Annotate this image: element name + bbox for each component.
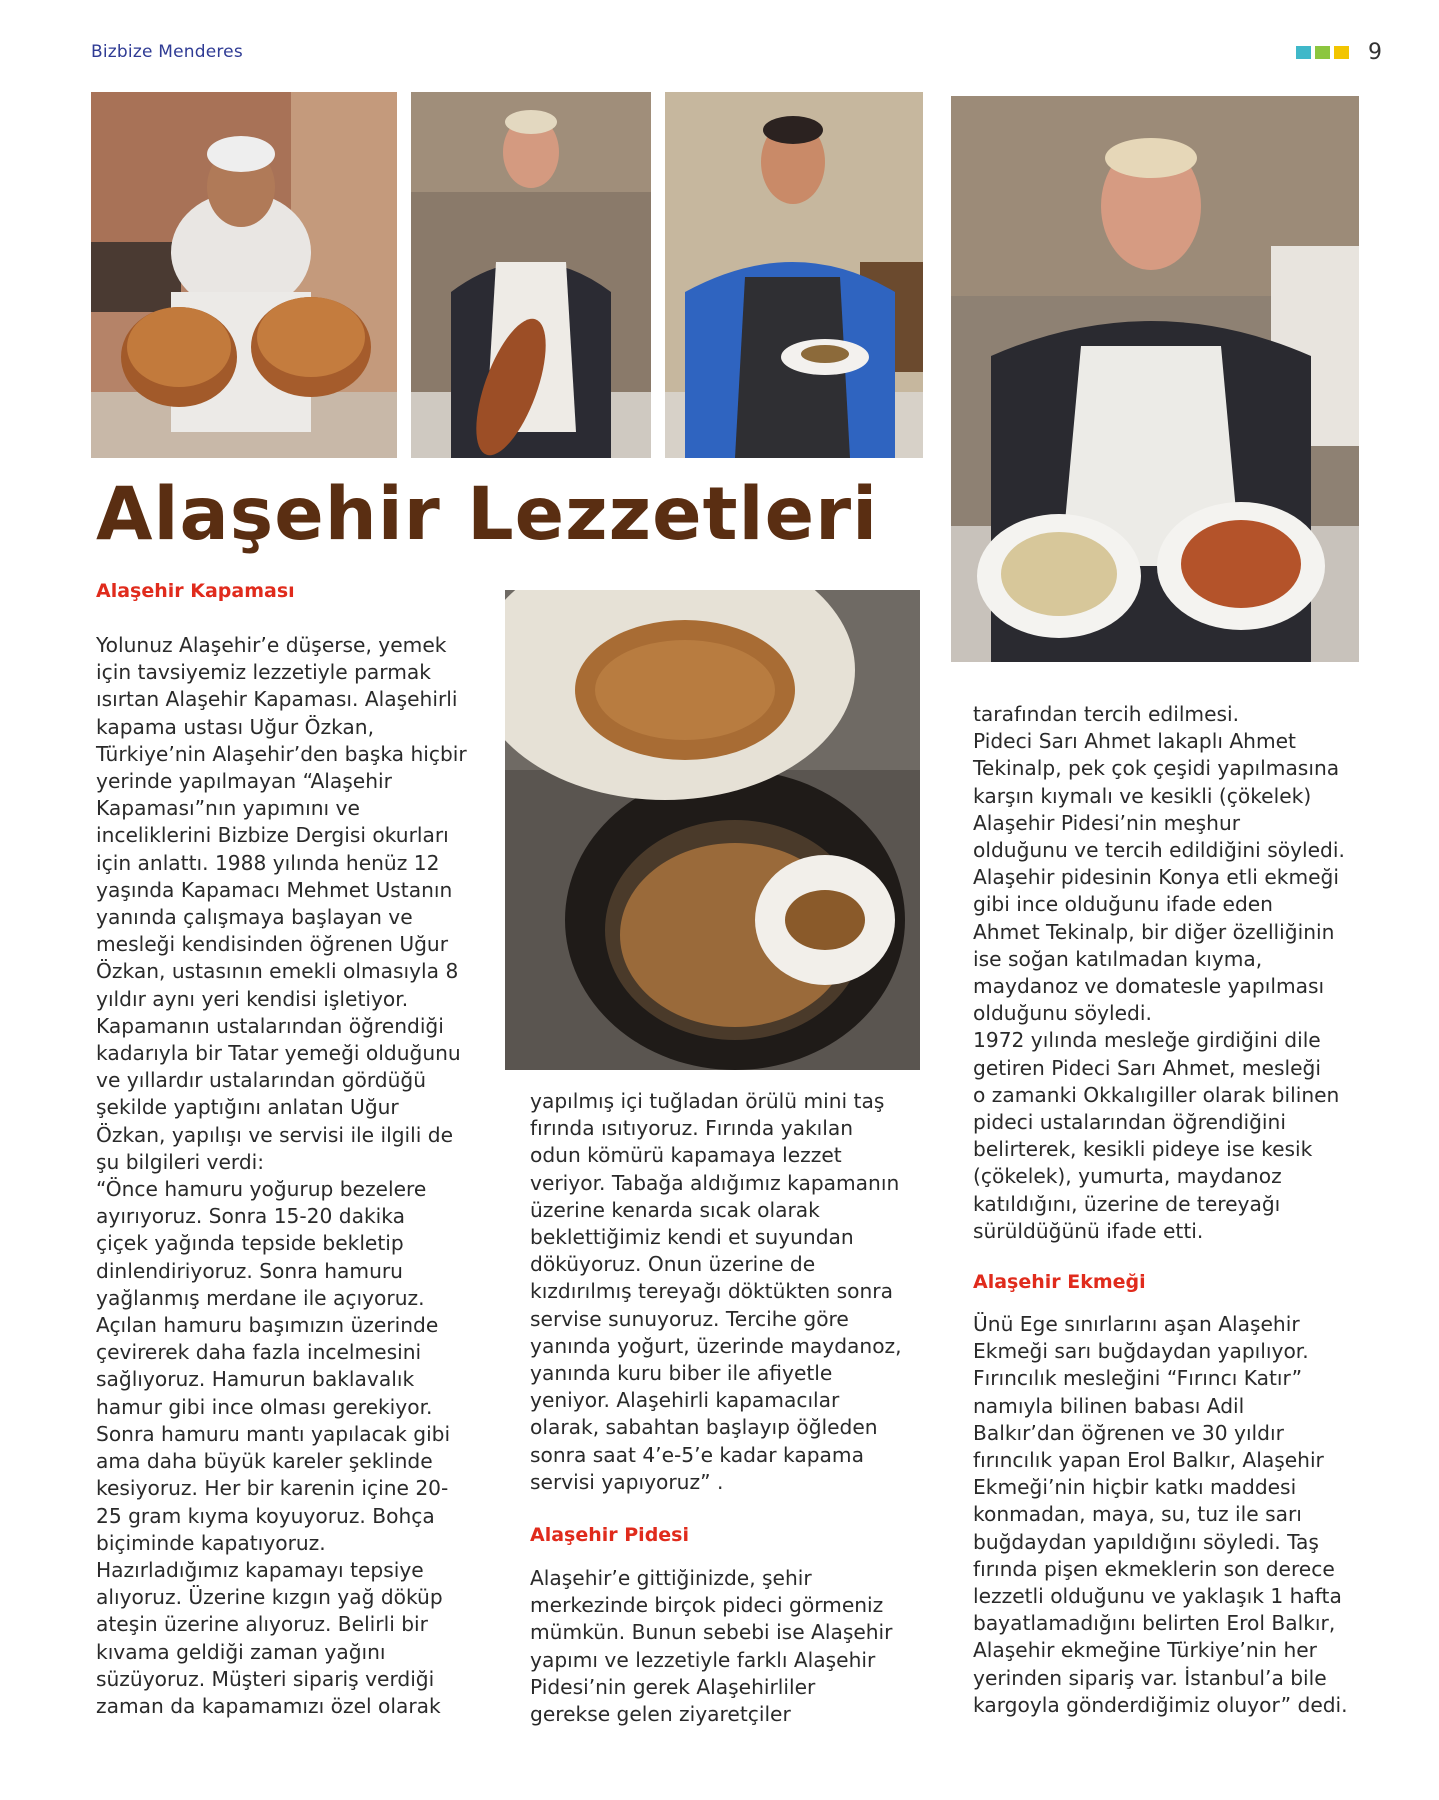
text-line: olduğunu ve tercih edildiğini söyledi. xyxy=(973,838,1345,863)
text-line: kadarıyla bir Tatar yemeği olduğunu xyxy=(96,1041,461,1066)
text-line: yerinde yapılmayan “Alaşehir xyxy=(96,769,392,794)
text-line: hamur gibi ince olması gerekiyor. xyxy=(96,1394,433,1419)
text-line: tarafından tercih edilmesi. xyxy=(973,702,1240,726)
text-line: fırında ısıtıyoruz. Fırında yakılan xyxy=(530,1116,854,1141)
text-line: yanında kuru biber ile afiyetle xyxy=(530,1361,833,1386)
heading-kapama: Alaşehir Kapaması xyxy=(96,580,295,602)
text-line: döküyoruz. Onun üzerine de xyxy=(530,1252,816,1277)
text-line: belirterek, kesikli pideye ise kesik xyxy=(973,1137,1313,1162)
text-line: inceliklerini Bizbize Dergisi okurları xyxy=(96,823,449,848)
text-line: Kapaması”nın yapımını ve xyxy=(96,796,360,821)
column-2-text-bottom xyxy=(530,1565,930,1728)
text-line: (çökelek), yumurta, maydanoz xyxy=(973,1164,1282,1189)
text-line: biçiminde kapatıyoruz. xyxy=(96,1530,326,1555)
text-line: Yolunuz Alaşehir’e düşerse, yemek xyxy=(96,633,447,657)
text-line: Balkır’dan öğrenen ve 30 yıldır xyxy=(973,1420,1284,1445)
text-line: karşın kıymalı ve kesikli (çökelek) xyxy=(973,783,1312,808)
text-line: Kapamanın ustalarından öğrendiği xyxy=(96,1013,444,1038)
text-line: ise soğan katılmadan kıyma, xyxy=(973,946,1263,971)
text-line: Sonra hamuru mantı yapılacak gibi xyxy=(96,1421,451,1446)
text-line: gerekse gelen ziyaretçiler xyxy=(530,1702,791,1727)
text-line: Hazırladığımız kapamayı tepsiye xyxy=(96,1557,424,1582)
text-line: üzerine kenarda sıcak olarak xyxy=(530,1197,820,1222)
text-line: dinlendiriyoruz. Sonra hamuru xyxy=(96,1258,403,1283)
column-3-text-top xyxy=(973,701,1373,1245)
text-line: o zamanki Okkalıgiller olarak bilinen xyxy=(973,1082,1340,1107)
text-line: yeniyor. Alaşehirli kapamacılar xyxy=(530,1388,840,1413)
text-line: kesiyoruz. Her bir karenin içine 20- xyxy=(96,1476,449,1501)
text-line: kapama ustası Uğur Özkan, xyxy=(96,714,374,739)
text-line: yerinden sipariş var. İstanbul’a bile xyxy=(973,1665,1327,1690)
mark-green xyxy=(1315,46,1330,59)
text-line: maydanoz ve domatesle yapılması xyxy=(973,974,1325,999)
text-line: Fırıncılık mesleğini “Fırıncı Katır” xyxy=(973,1366,1303,1391)
text-line: Alaşehir pidesinin Konya etli ekmeği xyxy=(973,865,1339,890)
text-line: Özkan, ustasının emekli olmasıyla 8 xyxy=(96,959,459,984)
text-line: gibi ince olduğunu ifade eden xyxy=(973,892,1273,917)
text-line: getiren Pideci Sarı Ahmet, mesleği xyxy=(973,1055,1321,1080)
text-line: yıldır aynı yeri kendisi işletiyor. xyxy=(96,986,409,1011)
text-line: merkezinde birçok pideci görmeniz xyxy=(530,1593,884,1618)
text-line: kızdırılmış tereyağı döktükten sonra xyxy=(530,1279,893,1304)
text-line: Ahmet Tekinalp, bir diğer özelliğinin xyxy=(973,919,1335,944)
text-line: Pideci Sarı Ahmet lakaplı Ahmet xyxy=(973,729,1296,754)
text-line: Açılan hamuru başımızın üzerinde xyxy=(96,1313,439,1338)
text-line: ve yıllardır ustalarından gördüğü xyxy=(96,1068,427,1093)
text-line: şekilde yaptığını anlatan Uğur xyxy=(96,1095,399,1120)
text-line: 1972 yılında mesleğe girdiğini dile xyxy=(973,1028,1321,1053)
text-line: servise sunuyoruz. Tercihe göre xyxy=(530,1306,849,1331)
text-line: ayırıyoruz. Sonra 15-20 dakika xyxy=(96,1204,405,1229)
column-3-text-bottom xyxy=(973,1311,1373,1719)
mark-teal xyxy=(1296,46,1311,59)
text-line: çevirerek daha fazla incelmesini xyxy=(96,1340,422,1365)
photo-baker-with-bread xyxy=(91,92,397,458)
text-line: Alaşehir ekmeğine Türkiye’nin her xyxy=(973,1638,1317,1663)
text-line: veriyor. Tabağa aldığımız kapamanın xyxy=(530,1170,900,1195)
text-line: odun kömürü kapamaya lezzet xyxy=(530,1143,842,1168)
text-line: olarak, sabahtan başlayıp öğleden xyxy=(530,1415,878,1440)
text-line: yapımı ve lezzetiyle farklı Alaşehir xyxy=(530,1647,876,1672)
heading-ekmek: Alaşehir Ekmeği xyxy=(973,1271,1146,1293)
text-line: mümkün. Bunun sebebi ise Alaşehir xyxy=(530,1620,893,1645)
text-line: Pidesi’nin gerek Alaşehirliler xyxy=(530,1674,816,1699)
text-line: zaman da kapamamızı özel olarak xyxy=(96,1693,441,1718)
text-line: çiçek yağında tepside bekletip xyxy=(96,1231,404,1256)
text-line: yanında yoğurt, üzerinde maydanoz, xyxy=(530,1333,902,1358)
text-line: buğdaydan yapıldığını söyledi. Taş xyxy=(973,1529,1319,1554)
text-line: süzüyoruz. Müşteri sipariş verdiği xyxy=(96,1666,435,1691)
photo-kapama-oven xyxy=(505,590,920,1070)
text-line: Ekmeği sarı buğdaydan yapılıyor. xyxy=(973,1339,1309,1364)
text-line: pideci ustalarından öğrendiğini xyxy=(973,1110,1286,1135)
text-line: Tekinalp, pek çok çeşidi yapılmasına xyxy=(973,756,1340,781)
text-line: sağlıyoruz. Hamurun baklavalık xyxy=(96,1367,415,1392)
text-line: lezzetli olduğunu ve yaklaşık 1 hafta xyxy=(973,1584,1342,1609)
text-line: “Önce hamuru yoğurup bezelere xyxy=(96,1177,427,1202)
text-line: şu bilgileri verdi: xyxy=(96,1149,265,1174)
text-line: alıyoruz. Üzerine kızgın yağ döküp xyxy=(96,1585,443,1610)
magazine-name: Bizbize Menderes xyxy=(91,42,243,62)
text-line: ısırtan Alaşehir Kapaması. Alaşehirli xyxy=(96,687,458,712)
text-line: 25 gram kıyma koyuyoruz. Bohça xyxy=(96,1503,435,1528)
article-title: Alaşehir Lezzetleri xyxy=(96,472,879,557)
page-number: 9 xyxy=(1368,40,1382,65)
text-line: kargoyla gönderdiğimiz oluyor” dedi. xyxy=(973,1692,1348,1717)
text-line: ateşin üzerine alıyoruz. Belirli bir xyxy=(96,1612,428,1637)
text-line: yanında çalışmaya başlayan ve xyxy=(96,905,413,930)
text-line: mesleği kendisinden öğrenen Uğur xyxy=(96,932,448,957)
text-line: yağlanmış merdane ile açıyoruz. xyxy=(96,1285,425,1310)
text-line: namıyla bilinen babası Adil xyxy=(973,1393,1245,1418)
column-2-text-top xyxy=(530,1088,930,1496)
mark-yellow xyxy=(1334,46,1349,59)
text-line: için anlattı. 1988 yılında henüz 12 xyxy=(96,850,440,875)
text-line: katıldığını, üzerine de tereyağı xyxy=(973,1191,1281,1216)
text-line: olduğunu söyledi. xyxy=(973,1001,1152,1026)
text-line: beklettiğimiz kendi et suyundan xyxy=(530,1225,854,1250)
text-line: fırında pişen ekmeklerin son derece xyxy=(973,1556,1335,1581)
photo-man-with-pide xyxy=(411,92,651,458)
text-line: sonra saat 4’e-5’e kadar kapama xyxy=(530,1442,864,1467)
text-line: kıvama geldiği zaman yağını xyxy=(96,1639,386,1664)
text-line: sürüldüğünü ifade etti. xyxy=(973,1218,1204,1243)
text-line: Türkiye’nin Alaşehir’den başka hiçbir xyxy=(96,741,467,766)
heading-pide: Alaşehir Pidesi xyxy=(530,1524,690,1546)
text-line: için tavsiyemiz lezzetiyle parmak xyxy=(96,660,431,685)
text-line: Özkan, yapılışı ve servisi ile ilgili de xyxy=(96,1122,454,1147)
photo-man-with-pide-plates xyxy=(951,96,1359,662)
column-1-text xyxy=(96,632,496,1720)
text-line: servisi yapıyoruz” . xyxy=(530,1469,724,1494)
color-marks xyxy=(1296,46,1349,59)
text-line: ama daha büyük kareler şeklinde xyxy=(96,1449,433,1474)
photo-man-with-kapama xyxy=(665,92,923,458)
text-line: konmadan, maya, su, tuz ile sarı xyxy=(973,1502,1302,1527)
text-line: Ünü Ege sınırlarını aşan Alaşehir xyxy=(973,1312,1300,1336)
text-line: yaşında Kapamacı Mehmet Ustanın xyxy=(96,877,453,902)
text-line: Alaşehir Pidesi’nin meşhur xyxy=(973,810,1241,835)
text-line: fırıncılık yapan Erol Balkır, Alaşehir xyxy=(973,1448,1324,1473)
text-line: Ekmeği’nin hiçbir katkı maddesi xyxy=(973,1475,1297,1500)
text-line: yapılmış içi tuğladan örülü mini taş xyxy=(530,1089,885,1113)
text-line: bayatlamadığını belirten Erol Balkır, xyxy=(973,1611,1336,1636)
text-line: Alaşehir’e gittiğinizde, şehir xyxy=(530,1566,812,1590)
